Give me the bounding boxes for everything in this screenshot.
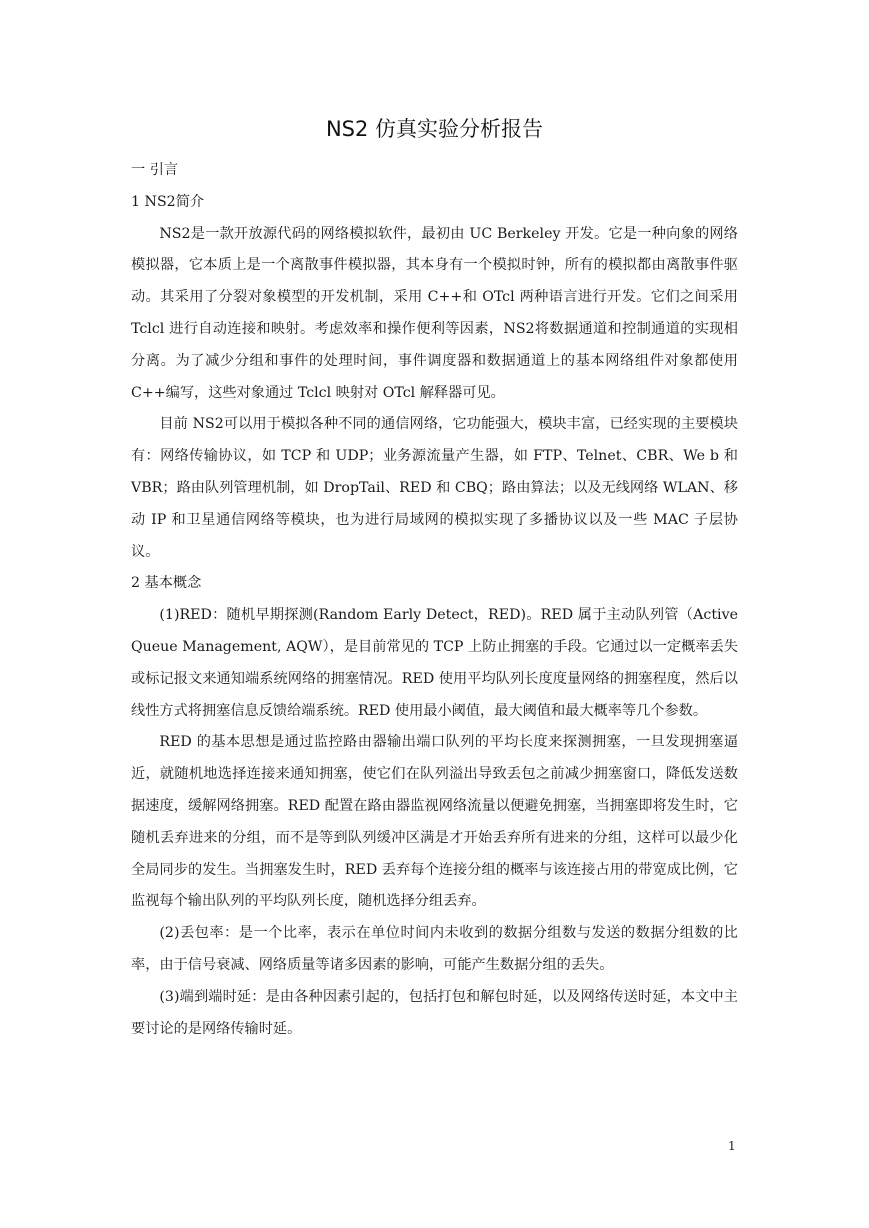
document-body	[131, 155, 738, 1045]
section-heading-basic-concepts: 2 基本概念	[131, 575, 202, 592]
paragraph-ns2-overview: NS2是一款开放源代码的网络模拟软件，最初由 UC Berkeley 开发。它是一种向象的网络模拟器，它本质上是一个离散事件模拟器，其本身有一个模拟时钟，所有的模拟都由离散事件驱动。其采用了分裂对象模型的开发机制，采用 C++和 OTcl 两种语言进行开发。它们之间采用 Tclcl 进行自动连接和映射。考虑效率和操作便利等因素，NS2将数据通道和控制通道的实现相分离。为了减少分组和事件的处理时间，事件调度器和数据通道上的基本网络组件对象都使用 C++编写，这些对象通过 Tclcl 映射对 OTcl 解释器可见。	[131, 225, 738, 401]
subsection-heading-ns2-intro: 1 NS2简介	[131, 193, 205, 210]
paragraph-red-principle: RED 的基本思想是通过监控路由器输出端口队列的平均长度来探测拥塞，一旦发现拥塞逼近，就随机地选择连接来通知拥塞，使它们在队列溢出导致丢包之前减少拥塞窗口，降低发送数据速度，缓解网络拥塞。RED 配置在路由器监视网络流量以便避免拥塞，当拥塞即将发生时，它随机丢弃进来的分组，而不是等到队列缓冲区满是才开始丢弃所有进来的分组，这样可以最少化全局同步的发生。当拥塞发生时，RED 丢弃每个连接分组的概率与该连接占用的带宽成比例，它监视每个输出队列的平均队列长度，随机选择分组丢弃。	[131, 734, 738, 910]
document-title: NS2 仿真实验分析报告	[325, 117, 544, 141]
paragraph-red-definition: (1)RED：随机早期探测(Random Early Detect，RED)。RED 属于主动队列管（Active Queue Management, AQW），是目前常见的 TCP 上防止拥塞的手段。它通过以一定概率丢失或标记报文来通知端系统网络的拥塞情况。RED 使用平均队列长度度量网络的拥塞程度，然后以线性方式将拥塞信息反馈给端系统。RED 使用最小阈值，最大阈值和最大概率等几个参数。	[131, 607, 738, 719]
page-number: 1	[728, 1139, 736, 1153]
section-heading-introduction: 一 引言	[131, 162, 179, 178]
paragraph-ns2-modules: 目前 NS2可以用于模拟各种不同的通信网络，它功能强大，模块丰富，已经实现的主要模块有：网络传输协议，如 TCP 和 UDP；业务源流量产生器，如 FTP、Telnet、CBR、We b 和 VBR；路由队列管理机制，如 DropTail、RED 和 CBQ；路由算法；以及无线网络 WLAN、移动 IP 和卫星通信网络等模块，也为进行局域网的模拟实现了多播协议以及一些 MAC 子层协议。	[131, 416, 738, 560]
paragraph-packet-loss: (2)丢包率：是一个比率，表示在单位时间内未收到的数据分组数与发送的数据分组数的比率，由于信号衰减、网络质量等诸多因素的影响，可能产生数据分组的丢失。	[131, 925, 738, 973]
paragraph-end-to-end-delay: (3)端到端时延：是由各种因素引起的，包括打包和解包时延，以及网络传送时延，本文中主要讨论的是网络传输时延。	[131, 988, 738, 1037]
